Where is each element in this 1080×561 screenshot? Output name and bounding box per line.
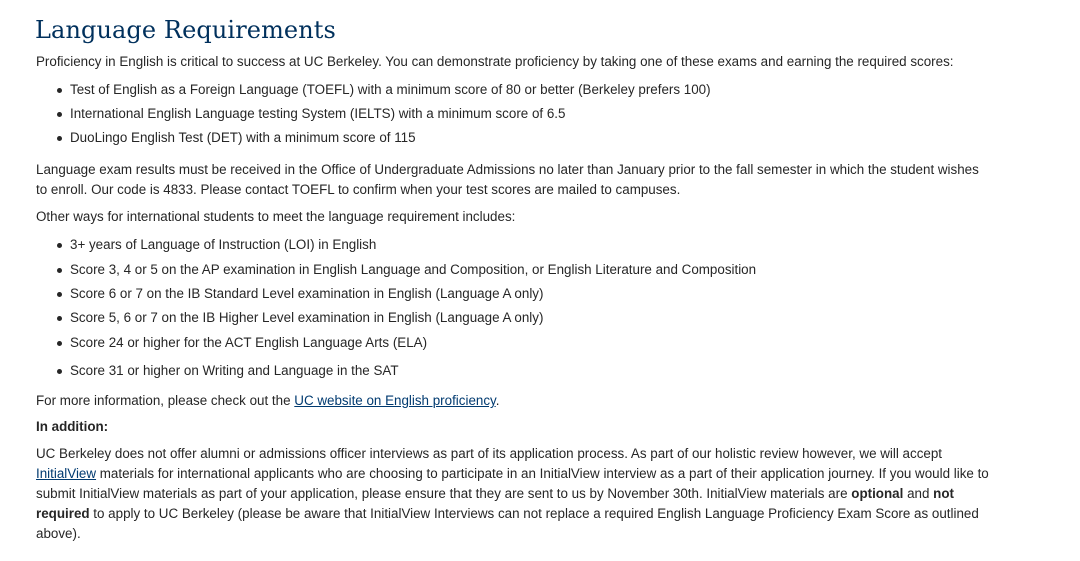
in-addition-label: In addition: [36, 419, 109, 434]
list-item [36, 104, 711, 128]
intro-paragraph: Proficiency in English is critical to success at UC Berkeley. You can demonstrate proficiency by taking one of these exams and earning the required scores: [36, 54, 954, 69]
results-line-1: Language exam results must be received in the Office of Undergraduate Admissions no later than January prior to the fall semester in which the student wishes [36, 162, 979, 177]
list-item [36, 235, 756, 260]
optional-emphasis: optional [851, 486, 904, 501]
bullet-icon [57, 341, 62, 346]
initialview-link[interactable]: InitialView [36, 466, 97, 481]
other-way-loi: 3+ years of Language of Instruction (LOI) in English [70, 237, 377, 252]
final-line-4 [36, 504, 1046, 524]
uc-english-proficiency-link[interactable]: UC website on English proficiency [294, 393, 496, 408]
and-word: and [903, 486, 934, 501]
more-info-prefix: For more information, please check out the [36, 393, 295, 408]
bullet-icon [57, 112, 62, 117]
list-item [36, 361, 756, 385]
bullet-icon [57, 243, 62, 248]
final-line-3-text: submit InitialView materials as part of your application, please ensure that they are sent to us by November 30th. InitialView materials are [36, 486, 852, 501]
other-way-ap: Score 3, 4 or 5 on the AP examination in English Language and Composition, or English Literature and Composition [70, 262, 757, 277]
final-line-2-text: materials for international applicants who are choosing to participate in an InitialView interview as a part of their application journey. If you would like to [96, 466, 989, 481]
list-item [36, 284, 756, 308]
more-info-paragraph [36, 391, 1046, 411]
final-paragraph [36, 444, 1046, 544]
exam-item-ielts: International English Language testing System (IELTS) with a minimum score of 6.5 [70, 106, 566, 121]
page-title: Language Requirements [35, 16, 336, 44]
other-ways-list [36, 235, 756, 385]
other-ways-intro: Other ways for international students to meet the language requirement includes: [36, 209, 516, 224]
exam-item-duolingo: DuoLingo English Test (DET) with a minimum score of 115 [70, 130, 416, 145]
final-line-2 [36, 464, 1046, 484]
bullet-icon [57, 369, 62, 374]
bullet-icon [57, 136, 62, 141]
final-line-1: UC Berkeley does not offer alumni or admissions officer interviews as part of its application process. As part of our holistic review however, we will accept [36, 446, 943, 461]
list-item [36, 260, 756, 284]
list-item [36, 308, 756, 333]
final-line-5: above). [36, 526, 81, 541]
bullet-icon [57, 88, 62, 93]
other-way-act: Score 24 or higher for the ACT English Language Arts (ELA) [70, 335, 428, 350]
final-line-4-text: to apply to UC Berkeley (please be aware that InitialView Interviews can not replace a required English Language Proficiency Exam Score as outlined [89, 506, 979, 521]
bullet-icon [57, 268, 62, 273]
other-way-ib-hl: Score 5, 6 or 7 on the IB Higher Level examination in English (Language A only) [70, 310, 544, 325]
more-info-suffix: . [495, 393, 500, 408]
other-way-ib-sl: Score 6 or 7 on the IB Standard Level examination in English (Language A only) [70, 286, 544, 301]
bullet-icon [57, 292, 62, 297]
list-item [36, 128, 711, 152]
exam-item-toefl: Test of English as a Foreign Language (TOEFL) with a minimum score of 80 or better (Berkeley prefers 100) [70, 82, 711, 97]
not-emphasis: not [933, 486, 954, 501]
other-way-sat: Score 31 or higher on Writing and Language in the SAT [70, 363, 399, 378]
bullet-icon [57, 316, 62, 321]
results-line-2: to enroll. Our code is 4833. Please contact TOEFL to confirm when your test scores are mailed to campuses. [36, 182, 681, 197]
exam-list [36, 80, 711, 152]
list-item [36, 333, 756, 361]
list-item [36, 80, 711, 104]
final-line-3 [36, 484, 1046, 504]
required-emphasis: required [36, 506, 90, 521]
in-addition-heading [36, 417, 1046, 437]
results-paragraph [36, 160, 1046, 200]
